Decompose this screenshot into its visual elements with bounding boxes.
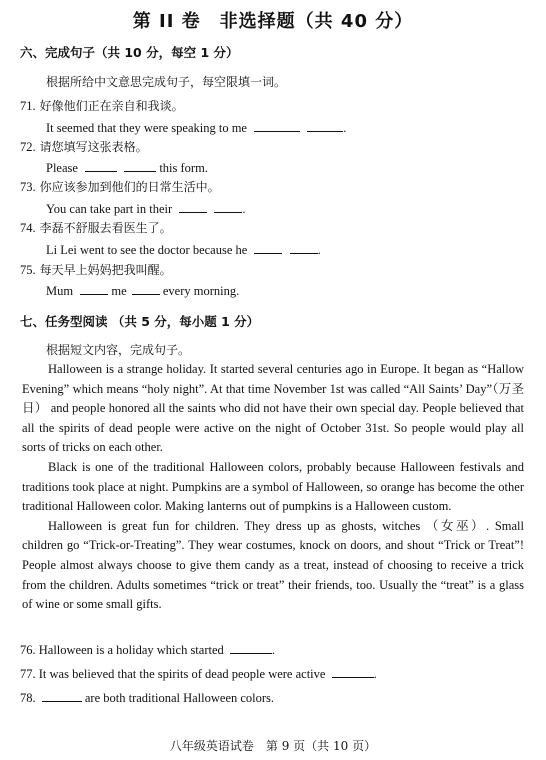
question-chinese: 李磊不舒服去看医生了。 [39,221,172,235]
answer-prefix: You can take part in their [46,202,173,216]
section-6-heading: 六、完成句子（共 10 分，每空 1 分） [20,45,239,60]
passage-paragraph: Black is one of the traditional Halloween colors, probably because Halloween festivals and traditions took place at night. Pumpkins are a symbol of Halloween, so orange has become the other traditional Halloween color. Making lanterns out of pumpkins is a Halloween custom. [22,459,524,514]
answer-prefix: Li Lei went to see the doctor because he [46,243,248,257]
answer-middle: me [111,284,127,298]
answer-blank[interactable] [230,642,272,654]
question-suffix: . [271,643,276,657]
passage-paragraph: Halloween is a strange holiday. It started several centuries ago in Europe. It began as “Hallow Evening” which means “holy night”. At that time November 1st was called “All Saints’ Day”（万圣日） and people honored all the saints who did not have their own special day. People believed that all the spirits of dead people were active on the night of October 31st. So people would play all sorts of tricks on each other. [22,362,524,455]
answer-prefix: Please [46,161,78,175]
answer-suffix: . [242,202,246,216]
answer-blank[interactable] [254,120,300,132]
passage-paragraph: Halloween is great fun for children. They dress up as ghosts, witches （女巫）. Small children go “Trick-or-Treating”. They wear costumes, knock on doors, and shout “Trick or Treat”! People almost always choose to give them candy as a treat, instead of choosing to receive a trick from the children. Adults sometimes “trick or treat” their friends, too. Usually the “treat” is a glass of wine or some small gifts. [22,518,524,612]
question-72 [20,138,148,156]
answer-blank[interactable] [132,283,160,295]
answer-suffix: every morning. [162,284,240,298]
answer-line-75 [46,283,239,299]
question-number: 78. [20,691,36,705]
answer-suffix: this form. [159,161,208,175]
answer-blank[interactable] [124,160,156,172]
answer-suffix: . [317,243,321,257]
question-number: 75. [20,263,36,277]
answer-line-71 [46,120,346,136]
question-chinese: 好像他们正在亲自和我谈。 [39,99,184,113]
question-75 [20,261,172,279]
answer-blank[interactable] [80,283,108,295]
question-chinese: 你应该参加到他们的日常生活中。 [39,180,220,194]
answer-blank[interactable] [179,201,207,213]
answer-line-74 [46,242,321,258]
question-text: are both traditional Halloween colors. [84,691,275,705]
question-71 [20,97,184,115]
page-footer: 八年级英语试卷 第 9 页（共 10 页） [169,739,377,753]
question-suffix: . [373,667,377,681]
section-7-instruction: 根据短文内容，完成句子。 [46,343,191,357]
question-number: 72. [20,140,36,154]
answer-blank[interactable] [42,690,82,702]
question-76 [20,642,275,658]
answer-line-72 [46,160,208,176]
answer-prefix: It seemed that they were speaking to me [46,121,247,135]
answer-line-73 [46,201,246,217]
answer-suffix: . [343,121,347,135]
question-number: 71. [20,99,36,113]
question-number: 74. [20,221,36,235]
section-6-instruction: 根据所给中文意思完成句子，每空限填一词。 [46,75,287,89]
question-77 [20,666,377,682]
answer-blank[interactable] [214,201,242,213]
reading-passage [22,360,524,615]
question-text: Halloween is a holiday which started [38,643,224,657]
answer-blank[interactable] [307,120,343,132]
answer-prefix: Mum [46,284,74,298]
answer-blank[interactable] [290,242,318,254]
answer-blank[interactable] [254,242,282,254]
answer-blank[interactable] [332,666,374,678]
question-text: It was believed that the spirits of dead people were active [38,667,326,681]
question-chinese: 请您填写这张表格。 [39,140,148,154]
question-chinese: 每天早上妈妈把我叫醒。 [39,263,172,277]
section-7-heading: 七、任务型阅读 （共 5 分，每小题 1 分） [20,314,260,329]
question-73 [20,178,220,196]
question-number: 76. [20,643,36,657]
question-78 [20,690,274,706]
question-number: 77. [20,667,36,681]
answer-blank[interactable] [85,160,117,172]
question-74 [20,219,172,237]
question-number: 73. [20,180,36,194]
page-title: 第 II 卷 非选择题（共 40 分） [132,11,414,32]
